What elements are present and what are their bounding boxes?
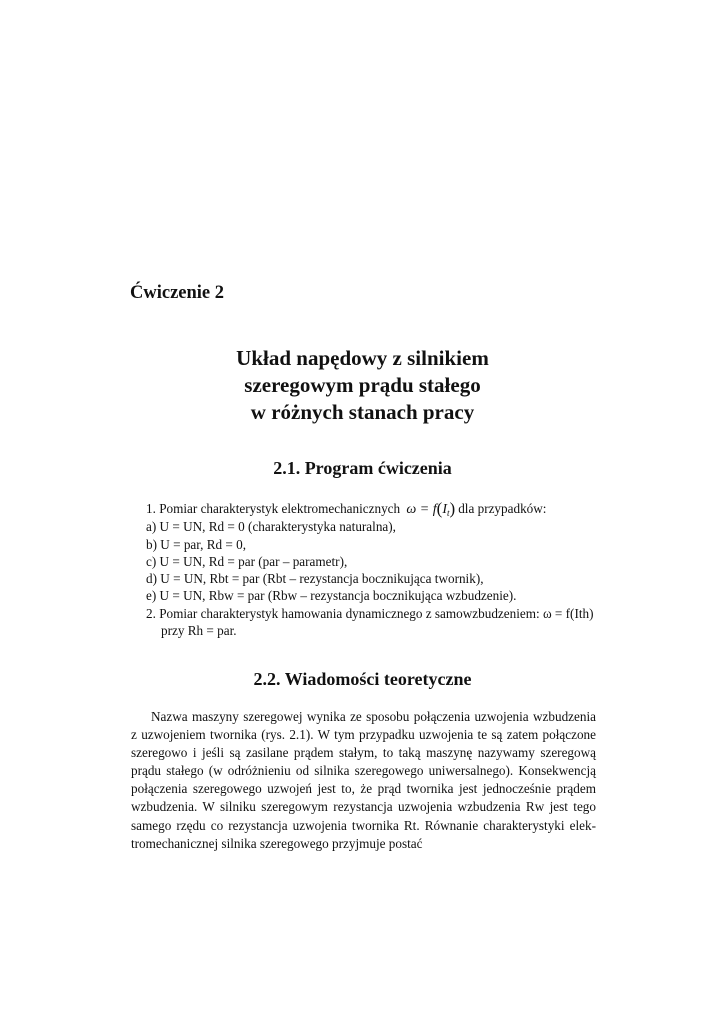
list-item-1 (146, 500, 616, 518)
list-item-b: b) U = par, Rd = 0, (146, 536, 247, 552)
title-line: szeregowym prądu stałego (244, 373, 481, 397)
chapter-title (0, 345, 725, 426)
list-item-2-cont: przy Rh = par. (161, 623, 237, 639)
paragraph-line: Nazwa maszyny szeregowej wynika ze sposobu połączenia uzwojenia wzbudzenia (151, 709, 596, 724)
section-heading-program: 2.1. Program ćwiczenia (273, 458, 452, 478)
paragraph-line: samego rzędu co rezystancja uzwojenia twornika Rt. Równanie charakterystyki elek- (131, 817, 596, 833)
chapter-label: Ćwiczenie 2 (130, 283, 225, 303)
title-line: Układ napędowy z silnikiem (236, 346, 489, 370)
formula: $\omega = f(I_t)$ (406, 499, 456, 518)
program-list (146, 500, 616, 639)
list-item-1-suffix: dla przypadków: (458, 501, 547, 516)
list-item-2: 2. Pomiar charakterystyk hamowania dynamicznego z samowzbudzeniem: ω = f(Ith) (146, 605, 594, 621)
theory-paragraph (131, 708, 596, 853)
list-item-1-text: 1. Pomiar charakterystyk elektromechanicznych (146, 501, 401, 516)
paragraph-line: tromechanicznej silnika szeregowego przyjmuje postać (131, 835, 423, 851)
paragraph-line: prądu stałego (w odróżnieniu od silnika szeregowego uniwersalnego). Konsekwencją (131, 763, 596, 779)
paragraph-line: z uzwojeniem twornika (rys. 2.1). W tym przypadku uzwojenia te są zatem połączone (131, 727, 596, 743)
paragraph-line: połączenia szeregowego uzwojeń jest to, że prąd twornika jest jednocześnie prądem (131, 781, 596, 797)
list-item-c: c) U = UN, Rd = par (par – parametr), (146, 553, 348, 569)
paragraph-line: wzbudzenia. W silniku szeregowym rezystancja uzwojenia wzbudzenia Rw jest tego (131, 799, 596, 815)
paragraph-line: szeregowo i jeśli są zasilane prądem stałym, to taką maszynę nazywamy szeregową (131, 745, 596, 761)
title-line: w różnych stanach pracy (250, 400, 475, 424)
list-item-a: a) U = UN, Rd = 0 (charakterystyka naturalna), (146, 519, 396, 535)
section-heading-theory: 2.2. Wiadomości teoretyczne (253, 669, 472, 689)
list-item-d: d) U = UN, Rbt = par (Rbt – rezystancja bocznikująca twornik), (146, 571, 484, 587)
list-item-e: e) U = UN, Rbw = par (Rbw – rezystancja bocznikująca wzbudzenie). (146, 588, 517, 604)
